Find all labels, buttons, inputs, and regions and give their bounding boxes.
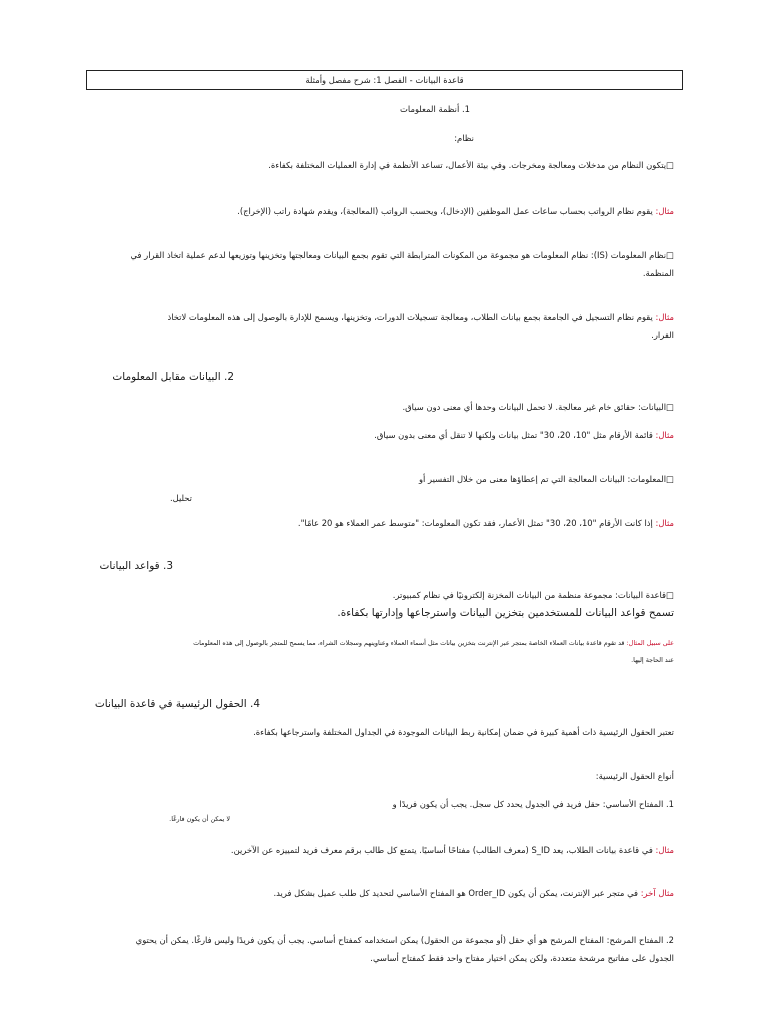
info-definition-line1: □المعلومات: البيانات المعالجة التي تم إعطاؤها معنى من خلال التفسير أو [419, 474, 674, 484]
info-definition-line2: تحليل. [169, 493, 192, 503]
bullet-icon: □ [666, 250, 674, 260]
section-2-heading: 2. البيانات مقابل المعلومات [112, 371, 234, 383]
example-label: مثال: [655, 845, 674, 855]
example-label: مثال آخر: [640, 888, 674, 898]
bullet-icon: □ [666, 160, 674, 170]
system-description: □يتكون النظام من مدخلات ومعالجة ومخرجات. وفي بيئة الأعمال، تساعد الأنظمة في إدارة العمليات المختلفة بكفاءة. [268, 160, 674, 170]
data-definition: □البيانات: حقائق خام غير معالجة. لا تحمل البيانات وحدها أي معنى دون سياق. [402, 402, 674, 412]
example-store-line1: على سبيل المثال: قد تقوم قاعدة بيانات العملاء الخاصة بمتجر عبر الإنترنت بتخزين بيانات مثل أسماء العملاء وعناوينهم وسجلات الشراء، مما يسمح للمتجر بالوصول إلى هذه المعلومات [193, 639, 674, 647]
example-label: مثال: [655, 430, 674, 440]
section-4-heading: 4. الحقول الرئيسية في قاعدة البيانات [94, 698, 260, 710]
bullet-icon: □ [666, 590, 674, 600]
example-label: على سبيل المثال: [626, 639, 674, 647]
system-label: نظام: [454, 133, 474, 143]
example-store-line2: عند الحاجة إليها. [631, 656, 674, 664]
database-purpose: تسمح قواعد البيانات للمستخدمين بتخزين البيانات واسترجاعها وإدارتها بكفاءة. [337, 607, 674, 619]
database-definition: □قاعدة البيانات: مجموعة منظمة من البيانات المخزنة إلكترونيًا في نظام كمبيوتر. [392, 590, 674, 600]
example-student-id: مثال: في قاعدة بيانات الطلاب، يعد S_ID (معرف الطالب) مفتاحًا أساسيًا. يتمتع كل طالب برقم معرف فريد لتمييزه عن الآخرين. [230, 845, 674, 855]
document-title-box [86, 70, 683, 90]
example-payroll: مثال: يقوم نظام الرواتب بحساب ساعات عمل الموظفين (الإدخال)، ويحسب الرواتب (المعالجة)، ويقدم شهادة راتب (الإخراج). [237, 206, 674, 216]
example-label: مثال: [655, 518, 674, 528]
example-registration-line2: القرار. [651, 330, 674, 340]
section-3-heading: 3. قواعد البيانات [99, 560, 173, 572]
document-title: قاعدة البيانات - الفصل 1: شرح مفصل وأمثلة [305, 75, 464, 85]
example-registration-line1: مثال: يقوم نظام التسجيل في الجامعة بجمع بيانات الطلاب، ومعالجة تسجيلات الدورات، وتخزينها، ويسمح للإدارة بالوصول إلى هذه المعلومات لاتخاذ [167, 312, 674, 322]
primary-key-line1: 1. المفتاح الأساسي: حقل فريد في الجدول يحدد كل سجل. يجب أن يكون فريدًا و [392, 799, 674, 809]
keys-intro: تعتبر الحقول الرئيسية ذات أهمية كبيرة في ضمان إمكانية ربط البيانات الموجودة في الجداول المختلفة واسترجاعها بكفاءة. [253, 727, 674, 737]
example-label: مثال: [655, 206, 674, 216]
example-label: مثال: [655, 312, 674, 322]
candidate-key-line1: 2. المفتاح المرشح: المفتاح المرشح هو أي حقل (أو مجموعة من الحقول) يمكن استخدامه كمفتاح أساسي. يجب أن يكون فريدًا وليس فارغًا. يمكن أن يحتوي [135, 935, 674, 945]
key-types-label: أنواع الحقول الرئيسية: [595, 771, 674, 781]
example-numbers: مثال: قائمة الأرقام مثل "10، 20، 30" تمثل بيانات ولكنها لا تنقل أي معنى بدون سياق. [374, 430, 674, 440]
is-definition-line2: المنظمة. [642, 268, 674, 278]
candidate-key-line2: الجدول على مفاتيح مرشحة متعددة، ولكن يمكن اختيار مفتاح واحد فقط كمفتاح أساسي. [370, 953, 674, 963]
is-definition-line1: □نظام المعلومات (IS): نظام المعلومات هو مجموعة من المكونات المترابطة التي تقوم بجمع البيانات ومعالجتها وتخزينها وتوزيعها لدعم عملية اتخاذ القرار في [130, 250, 674, 260]
bullet-icon: □ [666, 402, 674, 412]
section-1-heading: 1. أنظمة المعلومات [400, 104, 470, 114]
example-ages: مثال: إذا كانت الأرقام "10، 20، 30" تمثل الأعمار، فقد تكون المعلومات: "متوسط عمر العملاء هو 20 عامًا". [297, 518, 674, 528]
example-order-id: مثال آخر: في متجر عبر الإنترنت، يمكن أن يكون Order_ID هو المفتاح الأساسي لتحديد كل طلب عميل بشكل فريد. [273, 888, 674, 898]
primary-key-line2: لا يمكن أن يكون فارغًا. [169, 815, 230, 823]
bullet-icon: □ [666, 474, 674, 484]
